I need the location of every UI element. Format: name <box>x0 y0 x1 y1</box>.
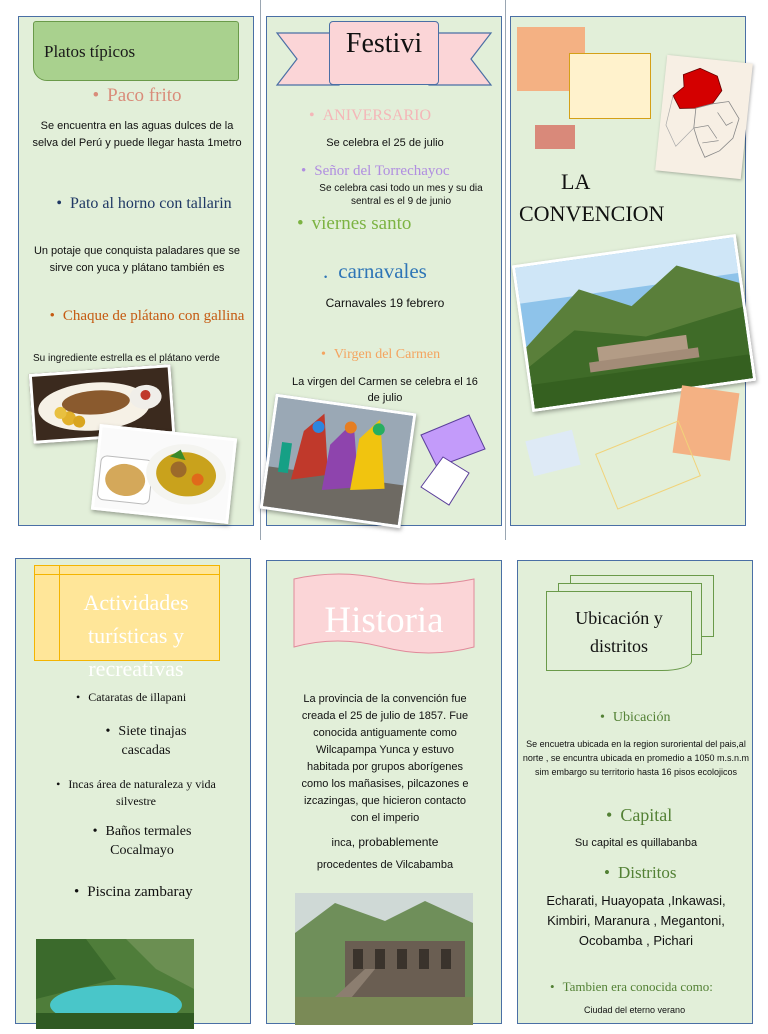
section-text: Se encuetra ubicada en la region suroriental del pais,al norte , se encuntra ubicada en promedio a 1050 m.s.n.m sim embargo su territorio hasta 16 pisos ecolojicos <box>522 739 750 777</box>
actividades-title-box <box>34 565 220 681</box>
ubicacion-title-box <box>546 591 692 671</box>
festival-heading: . carnavales <box>323 259 427 283</box>
dish-description: Se encuentra en las aguas dulces de la selva del Perú y puede llegar hasta 1metro <box>32 120 242 149</box>
gallina-dish-image <box>94 427 234 520</box>
dish-heading: • Paco frito <box>19 85 255 107</box>
dish-heading <box>49 306 245 327</box>
cover-title-line2: CONVENCION <box>519 201 665 226</box>
section-text: Su capital es quillabanba <box>574 837 698 849</box>
dish-description: Un potaje que conquista paladares que se sirve con yuca y plátano también es <box>33 245 241 274</box>
panel-festividades <box>266 16 502 526</box>
dish-heading-text: • Pato al horno con tallarin <box>56 195 231 212</box>
historia-paragraph: La provincia de la convención fue creada el 25 de julio de 1857. Fue conocida antiguamente como Wilcapampa Yunca y estuvo habitada por grupos aborígenes como los mañasises, pilcazones e izcazingas, que hicieron contacto con el imperio <box>301 693 469 824</box>
section-heading: • Ubicación <box>600 710 670 726</box>
deco-square-outline <box>569 53 651 119</box>
festival-heading: • Virgen del Carmen <box>321 347 440 363</box>
dancers-image <box>263 397 413 525</box>
festival-description: La virgen del Carmen se celebra el 16 de julio <box>292 376 478 404</box>
dish-heading-text: • Chaque de plátano con gallina <box>50 308 245 324</box>
festival-heading: • viernes santo <box>297 213 411 235</box>
festival-heading: • Señor del Torrechayoc <box>301 163 450 180</box>
historia-paragraph-3: procedentes de Vilcabamba <box>316 859 454 871</box>
festival-heading: • ANIVERSARIO <box>309 107 431 125</box>
platos-title: Platos típicos <box>44 42 136 61</box>
festival-description: Carnavales 19 febrero <box>325 296 445 310</box>
section-heading: • Capital <box>606 805 672 826</box>
section-text: Echarati, Huayopata ,Inkawasi, Kimbiri, Maranura , Megantoni, Ocobamba , Pichari <box>546 893 726 948</box>
section-heading: • Distritos <box>604 863 677 883</box>
activity-item-text: • Piscina zambaray <box>74 884 193 900</box>
section-text: Ciudad del eterno verano <box>584 1005 686 1015</box>
historia-title: Historia <box>324 600 444 641</box>
decorative-diamonds <box>417 409 491 509</box>
activity-item-text: • Baños termales Cocalmayo <box>93 824 192 858</box>
map-card <box>655 55 753 179</box>
festival-description: Se celebra el 25 de julio <box>326 137 444 149</box>
platos-title-box <box>33 21 239 81</box>
festival-description: Se celebra casi todo un mes y su dia sentral es el 9 de junio <box>319 183 483 207</box>
province-map <box>655 55 753 179</box>
panel-cover <box>510 16 746 526</box>
activity-item-text: • Siete tinajas cascadas <box>106 724 187 758</box>
cover-title-line1: LA <box>561 169 591 194</box>
deco-square-brown <box>535 125 575 149</box>
activity-item <box>56 776 216 810</box>
panel-historia <box>266 560 502 1024</box>
festividades-title-box <box>329 21 439 85</box>
activity-item <box>76 822 208 860</box>
dancers-photo <box>260 394 417 529</box>
historia-paragraph-2 <box>267 835 503 849</box>
historia-inca: inca <box>331 837 352 849</box>
dish-heading <box>49 193 239 215</box>
festividades-title: Festivi <box>345 28 423 59</box>
actividades-title: Actividades turísticas y recreativas <box>83 590 189 681</box>
dish-description: Su ingrediente estrella es el plátano verde <box>33 353 220 364</box>
hot-springs-photo <box>36 939 194 1029</box>
deco-square-blue <box>525 430 580 477</box>
activity-item <box>86 722 206 760</box>
historia-inca-rest: , probablemente <box>351 835 439 849</box>
ruins-photo <box>295 893 473 1025</box>
activity-item-text: • Incas área de naturaleza y vida silvestre <box>56 777 216 808</box>
panel-actividades <box>15 558 251 1024</box>
valley-town-image <box>515 237 753 408</box>
valley-town-photo <box>512 234 756 412</box>
activity-item <box>76 690 186 705</box>
festival-heading-text: carnavales <box>338 259 427 283</box>
panel-ubicacion <box>517 560 753 1024</box>
ruins-image <box>295 893 473 1025</box>
hot-springs-image <box>36 939 194 1029</box>
gallina-dish-photo <box>91 424 237 524</box>
ubicacion-title: Ubicación y distritos <box>575 608 663 656</box>
activity-item-text: • Cataratas de illapani <box>76 690 186 704</box>
panel-platos <box>18 16 254 526</box>
activity-item <box>74 884 193 901</box>
section-heading: • Tambien era conocida como: <box>550 979 713 995</box>
